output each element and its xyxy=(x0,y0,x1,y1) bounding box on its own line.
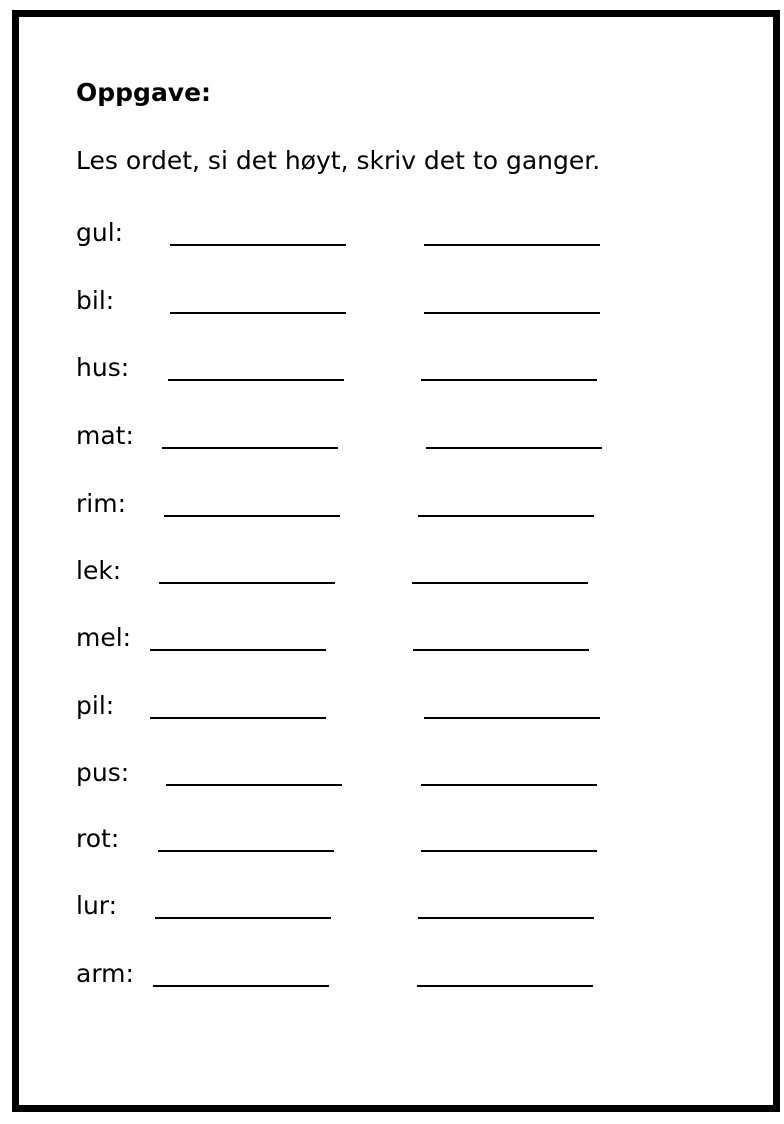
word-row-arm xyxy=(76,957,676,997)
word-label: lur: xyxy=(76,891,118,920)
word-label: mel: xyxy=(76,623,132,652)
word-row-pus xyxy=(76,756,676,796)
write-line-first[interactable] xyxy=(162,447,338,449)
write-line-second[interactable] xyxy=(424,244,600,246)
write-line-second[interactable] xyxy=(421,379,597,381)
word-label: bil: xyxy=(76,286,115,315)
task-heading: Oppgave: xyxy=(76,78,212,107)
task-instruction: Les ordet, si det høyt, skriv det to ganger. xyxy=(76,146,601,175)
word-label: mat: xyxy=(76,421,134,450)
word-label: rot: xyxy=(76,824,120,853)
word-label: rim: xyxy=(76,489,126,518)
write-line-second[interactable] xyxy=(418,917,594,919)
word-row-lek xyxy=(76,554,676,594)
write-line-first[interactable] xyxy=(170,244,346,246)
word-label: pil: xyxy=(76,691,115,720)
write-line-first[interactable] xyxy=(155,917,331,919)
write-line-first[interactable] xyxy=(164,515,340,517)
write-line-first[interactable] xyxy=(168,379,344,381)
write-line-second[interactable] xyxy=(413,649,589,651)
write-line-second[interactable] xyxy=(421,784,597,786)
word-row-rot xyxy=(76,822,676,862)
word-row-hus xyxy=(76,351,676,391)
write-line-first[interactable] xyxy=(170,312,346,314)
word-row-bil xyxy=(76,284,676,324)
write-line-second[interactable] xyxy=(424,717,600,719)
word-row-lur xyxy=(76,889,676,929)
word-label: pus: xyxy=(76,758,130,787)
write-line-first[interactable] xyxy=(166,784,342,786)
word-label: gul: xyxy=(76,218,124,247)
word-row-gul xyxy=(76,216,676,256)
word-label: arm: xyxy=(76,959,134,988)
write-line-second[interactable] xyxy=(418,515,594,517)
write-line-second[interactable] xyxy=(421,850,597,852)
write-line-second[interactable] xyxy=(426,447,602,449)
word-label: lek: xyxy=(76,556,122,585)
word-row-rim xyxy=(76,487,676,527)
write-line-second[interactable] xyxy=(417,985,593,987)
write-line-first[interactable] xyxy=(150,717,326,719)
write-line-second[interactable] xyxy=(412,582,588,584)
write-line-first[interactable] xyxy=(150,649,326,651)
word-label: hus: xyxy=(76,353,130,382)
word-row-pil xyxy=(76,689,676,729)
write-line-first[interactable] xyxy=(159,582,335,584)
write-line-second[interactable] xyxy=(424,312,600,314)
write-line-first[interactable] xyxy=(153,985,329,987)
word-row-mel xyxy=(76,621,676,661)
write-line-first[interactable] xyxy=(158,850,334,852)
word-row-mat xyxy=(76,419,676,459)
